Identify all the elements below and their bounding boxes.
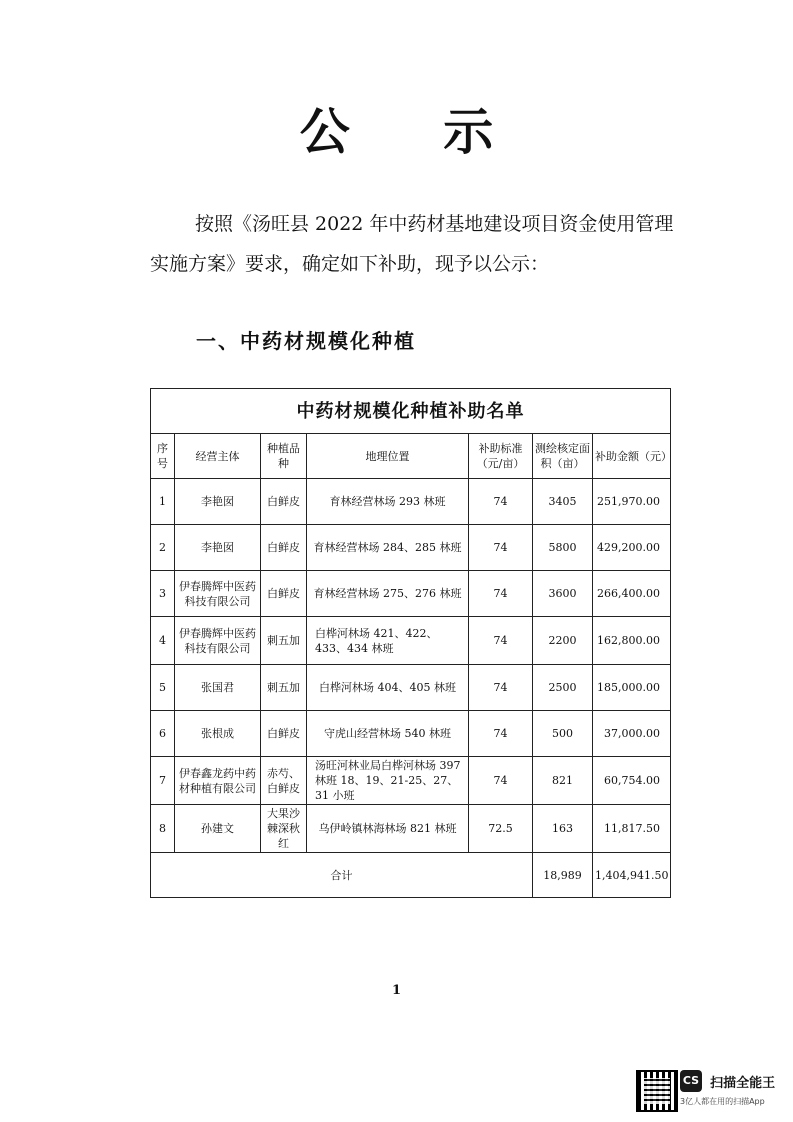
row-entity: 张根成 (175, 711, 261, 757)
row-location: 白桦河林场 404、405 林班 (307, 665, 469, 711)
row-location: 守虎山经营林场 540 林班 (307, 711, 469, 757)
table-row (151, 665, 671, 711)
header-cell: 种植品种 (261, 434, 307, 479)
row-area: 500 (533, 711, 593, 757)
subsidy-table-container (150, 388, 670, 898)
table-row (151, 479, 671, 525)
row-entity: 李艳囡 (175, 525, 261, 571)
row-location: 育林经营林场 284、285 林班 (307, 525, 469, 571)
table-row (151, 617, 671, 665)
row-area: 3600 (533, 571, 593, 617)
row-number: 1 (151, 479, 175, 525)
header-cell: 补助金额（元） (593, 434, 671, 479)
qr-code-icon (636, 1070, 678, 1112)
table-row (151, 525, 671, 571)
table-row (151, 757, 671, 805)
row-amount: 266,400.00 (593, 571, 671, 617)
table-header-row (151, 434, 671, 479)
subsidy-table (150, 388, 671, 898)
row-location: 育林经营林场 275、276 林班 (307, 571, 469, 617)
row-variety: 白鲜皮 (261, 571, 307, 617)
row-area: 2500 (533, 665, 593, 711)
table-row (151, 571, 671, 617)
row-amount: 251,970.00 (593, 479, 671, 525)
row-entity: 张国君 (175, 665, 261, 711)
row-entity: 孙建文 (175, 805, 261, 853)
total-amount: 1,404,941.50 (593, 853, 671, 898)
total-label: 合计 (151, 853, 533, 898)
camscanner-logo-icon: CS (680, 1070, 702, 1092)
row-number: 4 (151, 617, 175, 665)
row-variety: 赤芍、白鲜皮 (261, 757, 307, 805)
watermark-subtitle: 3亿人都在用的扫描App (680, 1097, 765, 1106)
row-location: 白桦河林场 421、422、433、434 林班 (307, 617, 469, 665)
document-title: 公 示 (299, 102, 532, 161)
row-area: 2200 (533, 617, 593, 665)
row-number: 3 (151, 571, 175, 617)
row-area: 821 (533, 757, 593, 805)
row-standard: 74 (469, 711, 533, 757)
header-cell: 地理位置 (307, 434, 469, 479)
row-variety: 白鲜皮 (261, 525, 307, 571)
row-location: 汤旺河林业局白桦河林场 397 林班 18、19、21-25、27、31 小班 (307, 757, 469, 805)
total-area: 18,989 (533, 853, 593, 898)
row-number: 5 (151, 665, 175, 711)
row-standard: 74 (469, 479, 533, 525)
row-amount: 11,817.50 (593, 805, 671, 853)
row-location: 育林经营林场 293 林班 (307, 479, 469, 525)
row-amount: 162,800.00 (593, 617, 671, 665)
header-cell: 测绘核定面积（亩） (533, 434, 593, 479)
intro-paragraph: 按照《汤旺县 2022 年中药材基地建设项目资金使用管理实施方案》要求，确定如下补助，现予以公示： (150, 213, 674, 275)
row-variety: 刺五加 (261, 665, 307, 711)
table-body (151, 479, 671, 853)
row-standard: 74 (469, 617, 533, 665)
row-standard: 74 (469, 757, 533, 805)
table-row (151, 711, 671, 757)
header-cell: 经营主体 (175, 434, 261, 479)
row-amount: 60,754.00 (593, 757, 671, 805)
row-variety: 大果沙棘深秋红 (261, 805, 307, 853)
row-entity: 伊春腾辉中医药科技有限公司 (175, 617, 261, 665)
section-heading: 一、中药材规模化种植 (196, 329, 416, 353)
row-variety: 白鲜皮 (261, 711, 307, 757)
header-cell: 序号 (151, 434, 175, 479)
row-standard: 72.5 (469, 805, 533, 853)
page-number: 1 (391, 983, 402, 998)
row-standard: 74 (469, 665, 533, 711)
header-cell: 补助标准（元/亩） (469, 434, 533, 479)
table-total-row (151, 853, 671, 898)
table-caption: 中药材规模化种植补助名单 (151, 389, 671, 434)
row-standard: 74 (469, 571, 533, 617)
row-amount: 429,200.00 (593, 525, 671, 571)
row-number: 6 (151, 711, 175, 757)
row-area: 3405 (533, 479, 593, 525)
row-area: 5800 (533, 525, 593, 571)
row-number: 8 (151, 805, 175, 853)
row-standard: 74 (469, 525, 533, 571)
row-variety: 白鲜皮 (261, 479, 307, 525)
row-variety: 刺五加 (261, 617, 307, 665)
row-area: 163 (533, 805, 593, 853)
scanner-watermark (680, 1070, 775, 1092)
watermark-brand: 扫描全能王 (710, 1075, 776, 1091)
table-row (151, 805, 671, 853)
row-entity: 伊春腾辉中医药科技有限公司 (175, 571, 261, 617)
row-number: 7 (151, 757, 175, 805)
row-amount: 185,000.00 (593, 665, 671, 711)
row-entity: 伊春鑫龙药中药材种植有限公司 (175, 757, 261, 805)
row-entity: 李艳囡 (175, 479, 261, 525)
row-location: 乌伊岭镇林海林场 821 林班 (307, 805, 469, 853)
row-number: 2 (151, 525, 175, 571)
row-amount: 37,000.00 (593, 711, 671, 757)
